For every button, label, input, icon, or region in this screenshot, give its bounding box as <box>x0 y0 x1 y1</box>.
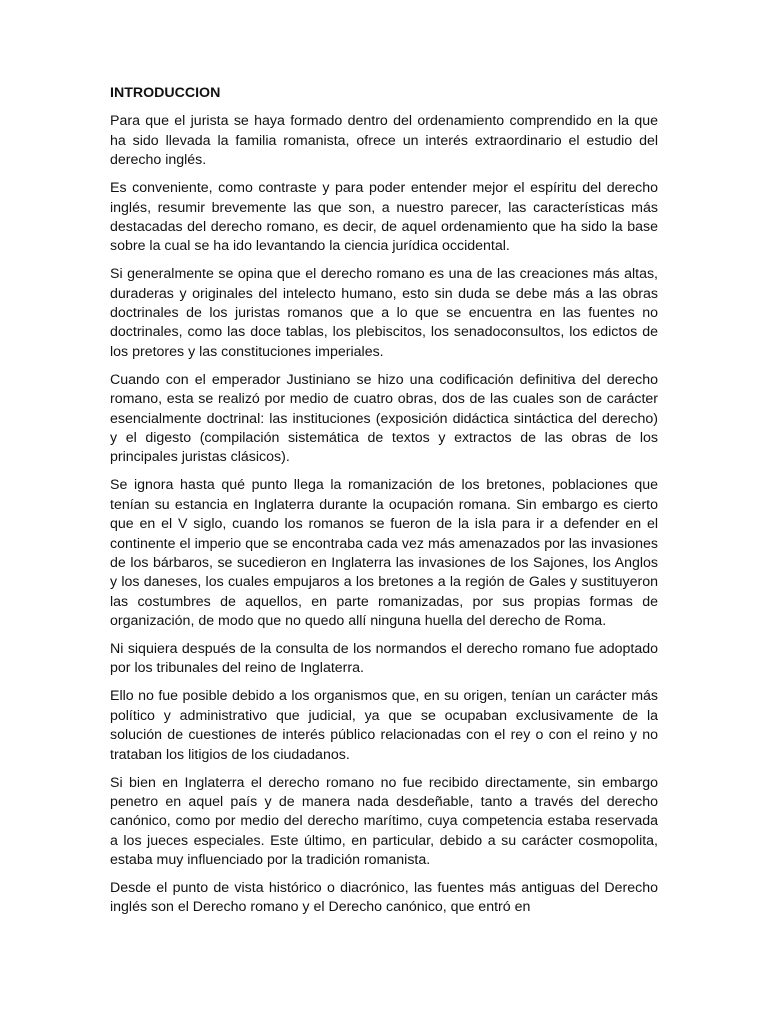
paragraph-4: Cuando con el emperador Justiniano se hizo una codificación definitiva del derecho romano, esta se realizó por medio de cuatro obras, dos de las cuales son de carácter esencialmente doctrinal: las instituciones (exposición didáctica sintáctica del derecho) y el digesto (compilación sistemática de textos y extractos de las obras de los principales juristas clásicos). <box>110 371 658 466</box>
paragraph-5: Se ignora hasta qué punto llega la romanización de los bretones, poblaciones que tenían su estancia en Inglaterra durante la ocupación romana. Sin embargo es cierto que en el V siglo, cuando los romanos se fueron de la isla para ir a defender en el continente el imperio que se encontraba cada vez más amenazados por las invasiones de los bárbaros, se sucedieron en Inglaterra las invasiones de los Sajones, los Anglos y los daneses, los cuales empujaros a los bretones a la región de Gales y sustituyeron las costumbres de aquellos, en parte romanizadas, por sus propias formas de organización, de modo que no quedo allí ninguna huella del derecho de Roma. <box>110 477 658 630</box>
paragraph-8: Si bien en Inglaterra el derecho romano no fue recibido directamente, sin embargo penetro en aquel país y de manera nada desdeñable, tanto a través del derecho canónico, como por medio del derecho marítimo, cuya competencia estaba reservada a los jueces especiales. Este último, en particular, debido a su carácter cosmopolita, estaba muy influenciado por la tradición romanista. <box>110 774 658 869</box>
paragraph-2: Es conveniente, como contraste y para poder entender mejor el espíritu del derecho inglés, resumir brevemente las que son, a nuestro parecer, las características más destacadas del derecho romano, es decir, de aquel ordenamiento que ha sido la base sobre la cual se ha ido levantando la ciencia jurídica occidental. <box>110 180 658 255</box>
paragraph-3: Si generalmente se opina que el derecho romano es una de las creaciones más altas, duraderas y originales del intelecto humano, esto sin duda se debe más a las obras doctrinales de los juristas romanos que a lo que se encuentra en las fuentes no doctrinales, como las doce tablas, los plebiscitos, los senadoconsultos, los edictos de los pretores y las constituciones imperiales. <box>110 266 658 360</box>
paragraph-7: Ello no fue posible debido a los organismos que, en su origen, tenían un carácter más político y administrativo que judicial, ya que se ocupaban exclusivamente de la solución de cuestiones de interés público relacionadas con el rey o con el reino y no trataban los litigios de los ciudadanos. <box>110 688 658 763</box>
paragraph-6: Ni siquiera después de la consulta de los normandos el derecho romano fue adoptado por los tribunales del reino de Inglaterra. <box>110 641 658 677</box>
document-title: INTRODUCCION <box>110 85 221 101</box>
document-body <box>110 84 658 926</box>
paragraph-1: Para que el jurista se haya formado dentro del ordenamiento comprendido en la que ha sido llevada la familia romanista, ofrece un interés extraordinario el estudio del derecho inglés. <box>110 113 658 169</box>
paragraph-9: Desde el punto de vista histórico o diacrónico, las fuentes más antiguas del Derecho inglés son el Derecho romano y el Derecho canónico, que entró en <box>110 880 658 916</box>
